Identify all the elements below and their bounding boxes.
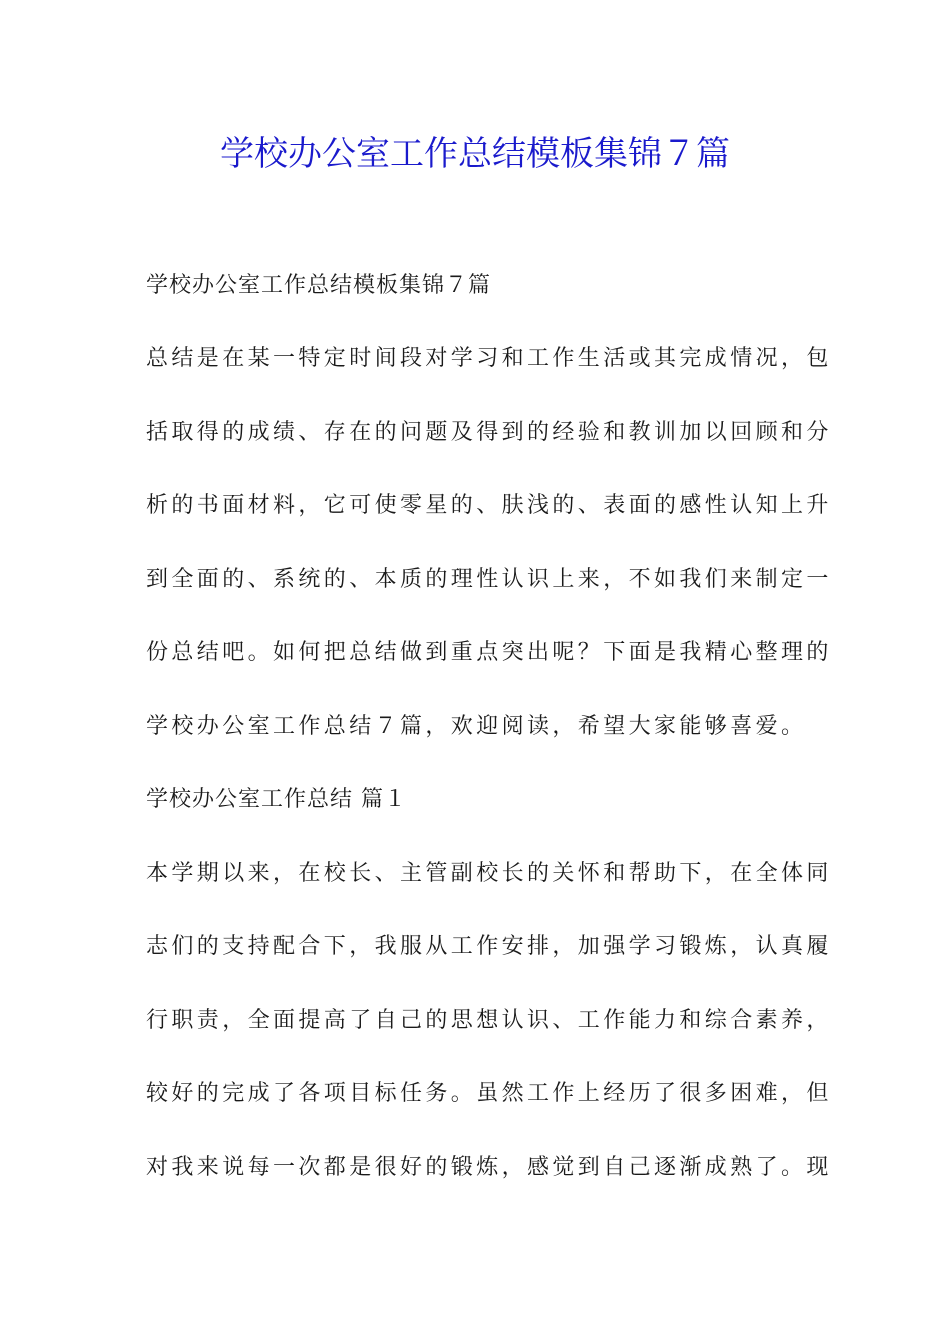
intro-line: 份总结吧。如何把总结做到重点突出呢？下面是我精心整理的 — [146, 640, 832, 665]
intro-line: 到全面的、系统的、本质的理性认识上来，不如我们来制定一 — [146, 567, 832, 592]
intro-line: 析的书面材料，它可使零星的、肤浅的、表面的感性认知上升 — [146, 493, 832, 518]
section-line: 对我来说每一次都是很好的锻炼，感觉到自己逐渐成熟了。现 — [146, 1155, 832, 1180]
section-line: 较好的完成了各项目标任务。虽然工作上经历了很多困难，但 — [146, 1081, 832, 1106]
section-line: 行职责，全面提高了自己的思想认识、工作能力和综合素养， — [146, 1008, 832, 1033]
section-line: 本学期以来，在校长、主管副校长的关怀和帮助下，在全体同 — [146, 861, 832, 886]
intro-line: 括取得的成绩、存在的问题及得到的经验和教训加以回顾和分 — [146, 420, 832, 445]
intro-line: 学校办公室工作总结７篇，欢迎阅读，希望大家能够喜爱。 — [146, 714, 807, 739]
intro-line: 总结是在某一特定时间段对学习和工作生活或其完成情况，包 — [146, 346, 832, 371]
section-heading: 学校办公室工作总结 篇１ — [146, 787, 407, 812]
document-title: 学校办公室工作总结模板集锦７篇 — [220, 134, 730, 174]
section-line: 志们的支持配合下，我服从工作安排，加强学习锻炼，认真履 — [146, 934, 832, 959]
document-subtitle: 学校办公室工作总结模板集锦７篇 — [146, 273, 492, 298]
